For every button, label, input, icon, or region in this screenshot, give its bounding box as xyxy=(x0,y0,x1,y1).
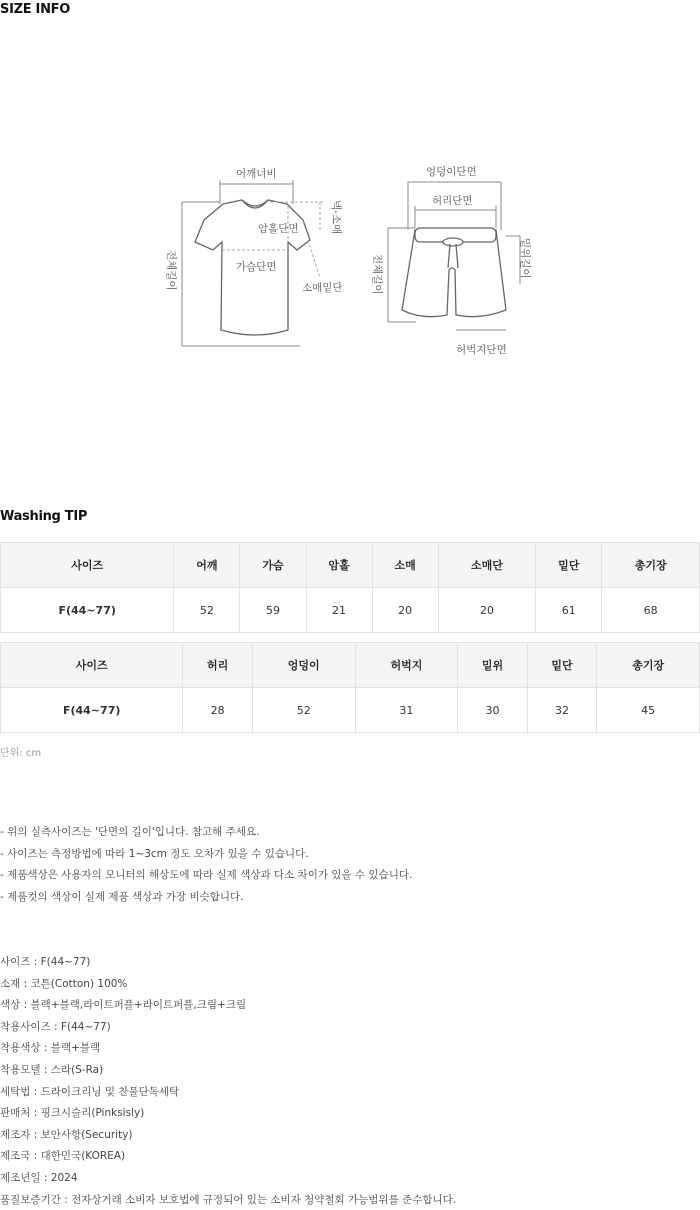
value-cell: 52 xyxy=(252,688,355,733)
spec-line: 착용사이즈 : F(44~77) xyxy=(0,1020,111,1033)
spec-line: 판매처 : 핑크시슬리(Pinksisly) xyxy=(0,1107,145,1120)
label-sleeve-hem: 소매밑단 xyxy=(302,282,343,294)
spec-line: 세탁법 : 드라이크리닝 및 찬물단독세탁 xyxy=(0,1085,180,1098)
label-bottom-total-length: 전체길이 xyxy=(371,254,383,295)
spec-line: 제조년일 : 2024 xyxy=(0,1171,78,1184)
table-header-row xyxy=(1,543,700,588)
label-thigh: 허벅지단면 xyxy=(456,344,507,356)
value-cell: 31 xyxy=(355,688,458,733)
label-waist: 허리단면 xyxy=(432,195,473,207)
spec-line: 제조국 : 대한민국(KOREA) xyxy=(0,1150,126,1163)
top-size-table xyxy=(0,542,700,633)
note-line: - 사이즈는 측정방법에 따라 1~3cm 정도 오차가 있을 수 있습니다. xyxy=(0,847,309,860)
value-cell: 45 xyxy=(597,688,700,733)
spec-line: 사이즈 : F(44~77) xyxy=(0,956,91,968)
value-cell: 30 xyxy=(458,688,528,733)
spec-line: 품질보증기간 : 전자상거래 소비자 보호법에 규정되어 있는 소비자 청약철회 가능범위를 준수합니다. xyxy=(0,1193,457,1206)
product-specs xyxy=(0,952,456,1210)
table-row xyxy=(1,588,700,633)
note-line: - 제품컷의 색상이 실제 제품 색상과 가장 비슷합니다. xyxy=(0,891,244,904)
col-header: 밑단 xyxy=(527,643,597,688)
table-row xyxy=(1,688,700,733)
note-line: - 위의 실측사이즈는 '단면의 길이'입니다. 참고해 주세요. xyxy=(0,826,260,838)
spec-line: 소재 : 코튼(Cotton) 100% xyxy=(0,977,128,990)
value-cell: 20 xyxy=(372,588,438,633)
size-cell: F(44~77) xyxy=(1,688,183,733)
col-header: 사이즈 xyxy=(1,643,183,688)
size-notes xyxy=(0,822,412,909)
value-cell: 32 xyxy=(527,688,597,733)
size-info-title: SIZE INFO xyxy=(0,2,70,17)
spec-line: 착용모델 : 스라(S-Ra) xyxy=(0,1063,104,1076)
shorts-illustration xyxy=(402,228,506,317)
col-header: 허리 xyxy=(183,643,253,688)
note-line: - 제품색상은 사용자의 모니터의 해상도에 따라 실제 색상과 다소 차이가 있을 수 있습니다. xyxy=(0,869,413,882)
value-cell: 61 xyxy=(536,588,602,633)
label-chest: 가슴단면 xyxy=(236,261,277,273)
label-neck-sleeve: 넥-소매 xyxy=(330,200,342,235)
table-header-row xyxy=(1,643,700,688)
value-cell: 59 xyxy=(240,588,306,633)
col-header: 밑단 xyxy=(536,543,602,588)
spec-line: 제조자 : 보안사항(Security) xyxy=(0,1128,133,1141)
size-diagram xyxy=(160,160,540,360)
col-header: 가슴 xyxy=(240,543,306,588)
label-rise: 밑위길이 xyxy=(519,238,531,279)
col-header: 엉덩이 xyxy=(252,643,355,688)
value-cell: 21 xyxy=(306,588,372,633)
col-header: 총기장 xyxy=(602,543,700,588)
label-hip: 엉덩이단면 xyxy=(426,166,477,178)
col-header: 어깨 xyxy=(174,543,240,588)
label-armhole: 암홀단면 xyxy=(258,223,299,235)
washing-tip-title: Washing TIP xyxy=(0,509,88,524)
col-header: 소매단 xyxy=(438,543,536,588)
spec-line: 색상 : 블랙+블랙,라이트퍼플+라이트퍼플,크림+크림 xyxy=(0,999,247,1012)
bottom-size-table xyxy=(0,642,700,733)
col-header: 총기장 xyxy=(597,643,700,688)
col-header: 소매 xyxy=(372,543,438,588)
spec-line: 착용색상 : 블랙+블랙 xyxy=(0,1042,101,1055)
label-shoulder: 어깨너비 xyxy=(236,168,277,180)
label-top-total-length: 전체길이 xyxy=(165,250,177,291)
value-cell: 68 xyxy=(602,588,700,633)
size-cell: F(44~77) xyxy=(1,588,174,633)
col-header: 허벅지 xyxy=(355,643,458,688)
value-cell: 20 xyxy=(438,588,536,633)
col-header: 밑위 xyxy=(458,643,528,688)
unit-note: 단위: cm xyxy=(0,748,42,759)
value-cell: 28 xyxy=(183,688,253,733)
value-cell: 52 xyxy=(174,588,240,633)
col-header: 암홀 xyxy=(306,543,372,588)
col-header: 사이즈 xyxy=(1,543,174,588)
